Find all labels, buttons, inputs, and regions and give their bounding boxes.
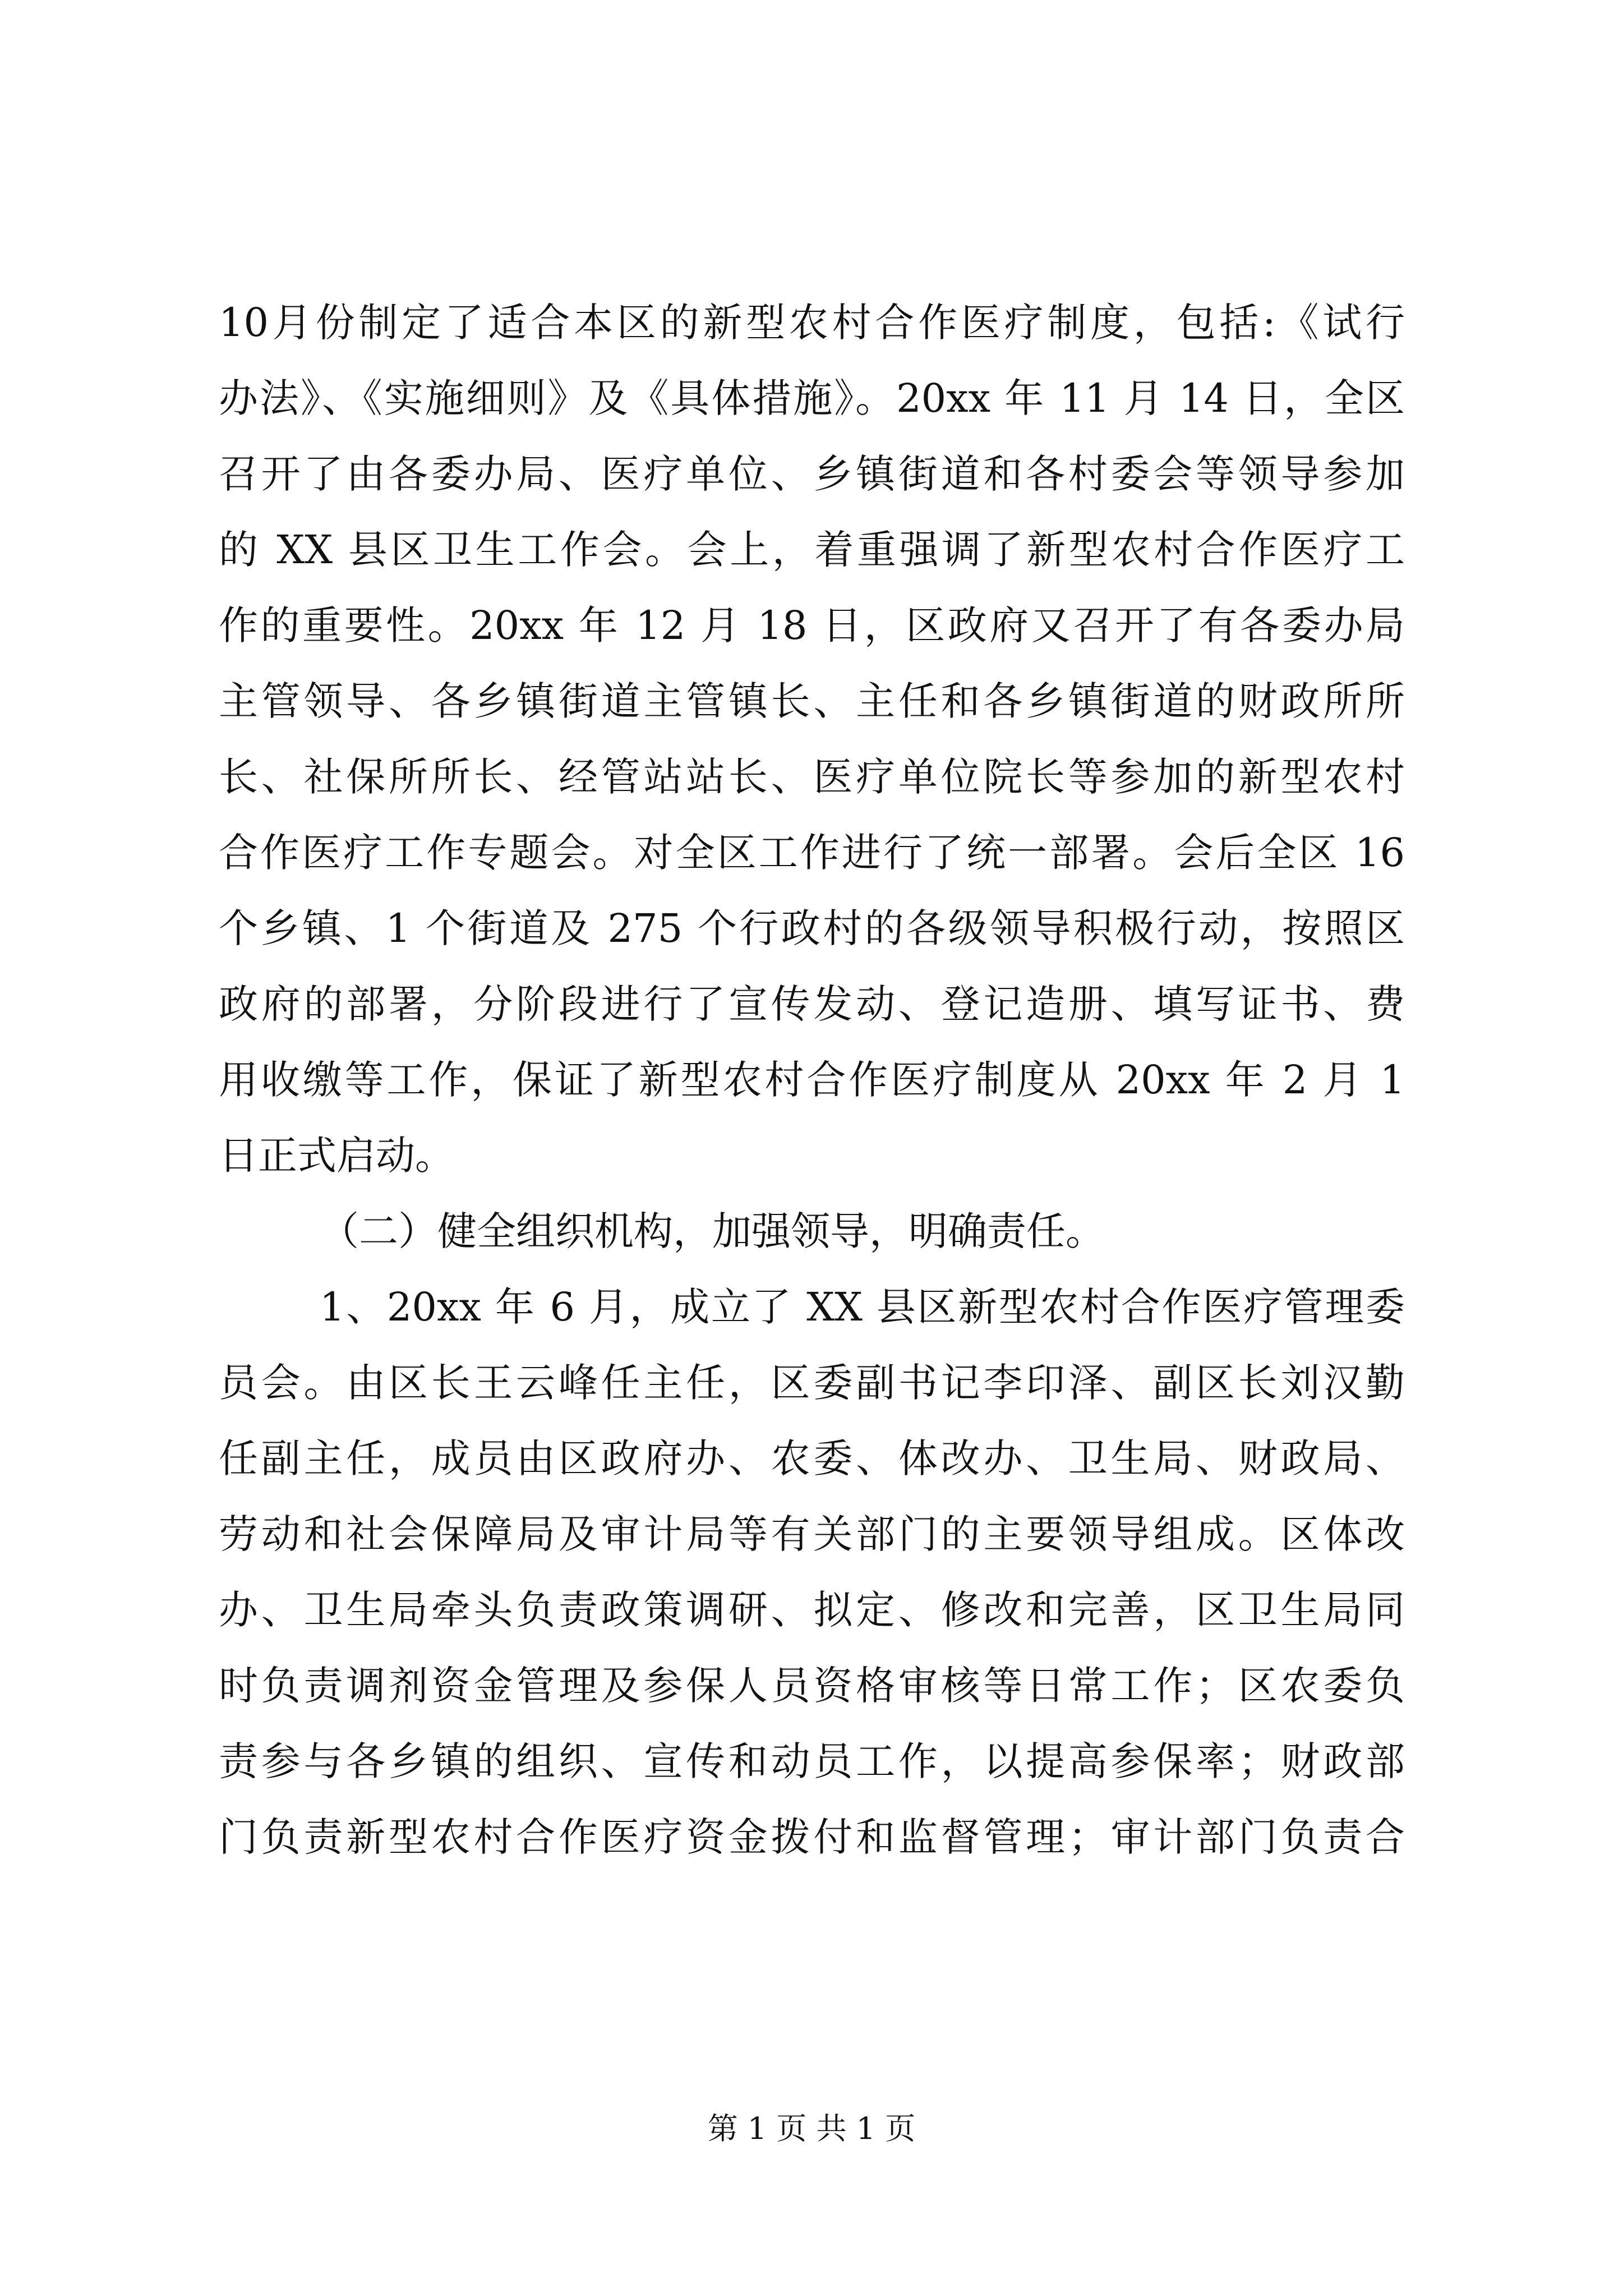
text-line: 10月份制定了适合本区的新型农村合作医疗制度，包括:《试行 bbox=[219, 300, 1405, 346]
text-line: 责参与各乡镇的组织、宣传和动员工作，以提高参保率；财政部 bbox=[219, 1738, 1405, 1784]
text-line: 主管领导、各乡镇街道主管镇长、主任和各乡镇街道的财政所所 bbox=[219, 678, 1405, 724]
page-footer: 第 1 页 共 1 页 bbox=[707, 2111, 916, 2146]
text-line: 用收缴等工作，保证了新型农村合作医疗制度从 20xx 年 2 月 1 bbox=[219, 1057, 1405, 1103]
text-line: 时负责调剂资金管理及参保人员资格审核等日常工作；区农委负 bbox=[219, 1663, 1405, 1709]
text-line: 合作医疗工作专题会。对全区工作进行了统一部署。会后全区 16 bbox=[219, 830, 1405, 876]
text-line: 政府的部署，分阶段进行了宣传发动、登记造册、填写证书、费 bbox=[219, 981, 1405, 1027]
text-line: 个乡镇、1 个街道及 275 个行政村的各级领导积极行动，按照区 bbox=[219, 905, 1405, 951]
text-line: 的 XX 县区卫生工作会。会上，着重强调了新型农村合作医疗工 bbox=[219, 527, 1405, 573]
text-line: 作的重要性。20xx 年 12 月 18 日，区政府又召开了有各委办局 bbox=[219, 602, 1405, 648]
text-line: 员会。由区长王云峰任主任，区委副书记李印泽、副区长刘汉勤 bbox=[219, 1360, 1405, 1406]
text-line: 门负责新型农村合作医疗资金拨付和监督管理；审计部门负责合 bbox=[219, 1814, 1405, 1860]
text-line: 劳动和社会保障局及审计局等有关部门的主要领导组成。区体改 bbox=[219, 1511, 1405, 1557]
text-line: 任副主任，成员由区政府办、农委、体改办、卫生局、财政局、 bbox=[219, 1435, 1405, 1481]
text-line: 办法》、《实施细则》及《具体措施》。20xx 年 11 月 14 日，全区 bbox=[219, 375, 1405, 421]
text-line: 办、卫生局牵头负责政策调研、拟定、修改和完善，区卫生局同 bbox=[219, 1587, 1405, 1633]
text-line: 长、社保所所长、经管站站长、医疗单位院长等参加的新型农村 bbox=[219, 754, 1405, 800]
text-line: 日正式启动。 bbox=[219, 1133, 454, 1179]
paragraph-first-line: 1、20xx 年 6 月，成立了 XX 县区新型农村合作医疗管理委 bbox=[320, 1284, 1405, 1330]
text-line: 召开了由各委办局、医疗单位、乡镇街道和各村委会等领导参加 bbox=[219, 451, 1405, 497]
section-heading: （二）健全组织机构，加强领导，明确责任。 bbox=[320, 1208, 1105, 1254]
